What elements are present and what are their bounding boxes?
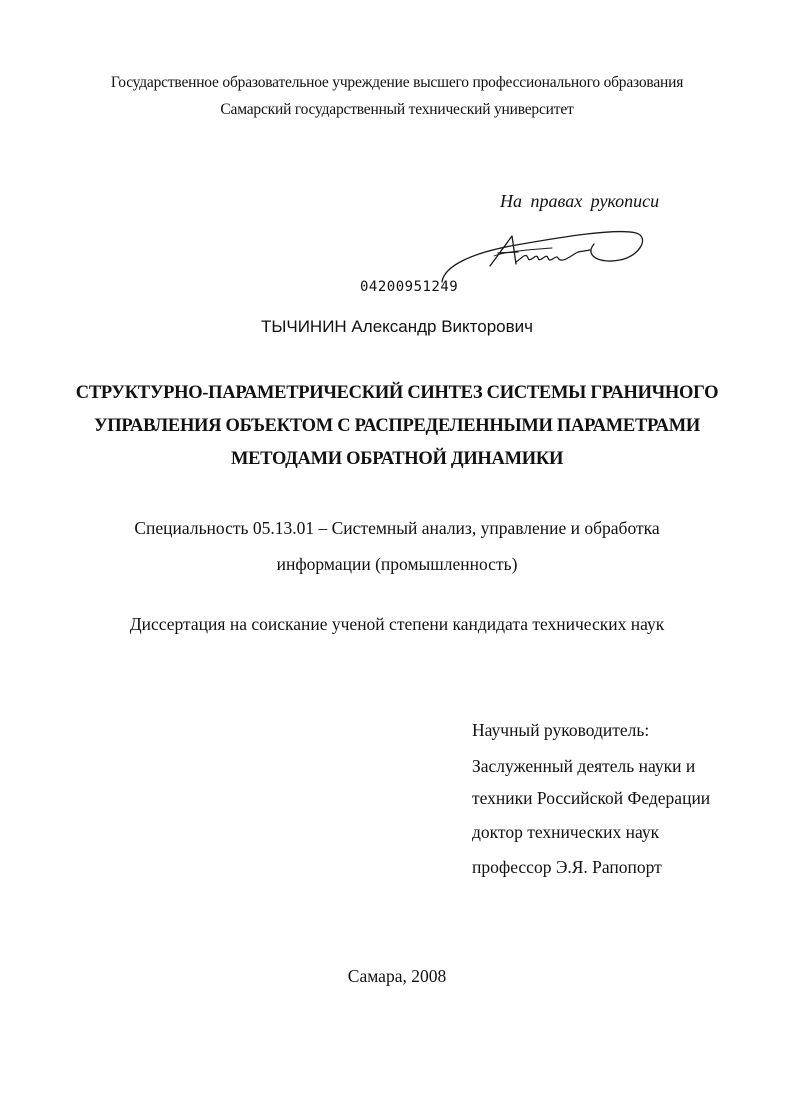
supervisor-line-2: техники Российской Федерации [472, 788, 711, 808]
specialty-line-1: Специальность 05.13.01 – Системный анализ, управление и обработка [134, 518, 660, 538]
inventory-number: 04200951249 [360, 279, 459, 295]
title-line-1: СТРУКТУРНО-ПАРАМЕТРИЧЕСКИЙ СИНТЕЗ СИСТЕМЫ ГРАНИЧНОГО [75, 383, 719, 403]
institution-line-1: Государственное образовательное учреждение высшего профессионального образования [110, 74, 684, 91]
signature-icon [432, 222, 652, 288]
title-line-2: УПРАВЛЕНИЯ ОБЪЕКТОМ С РАСПРЕДЕЛЕННЫМИ ПАРАМЕТРАМИ [94, 416, 700, 436]
supervisor-line-4: профессор Э.Я. Рапопорт [472, 857, 662, 877]
manuscript-note: На правах рукописи [500, 191, 660, 211]
specialty-line-2: информации (промышленность) [276, 554, 518, 574]
institution-line-2: Самарский государственный технический университет [220, 101, 574, 118]
supervisor-line-1: Заслуженный деятель науки и [472, 756, 696, 776]
supervisor-line-3: доктор технических наук [472, 822, 660, 842]
place-year: Самара, 2008 [347, 966, 447, 986]
title-line-3: МЕТОДАМИ ОБРАТНОЙ ДИНАМИКИ [230, 449, 564, 469]
author-name: ТЫЧИНИН Александр Викторович [260, 317, 534, 336]
degree-statement: Диссертация на соискание ученой степени кандидата технических наук [129, 614, 665, 634]
supervisor-label: Научный руководитель: [472, 720, 650, 740]
